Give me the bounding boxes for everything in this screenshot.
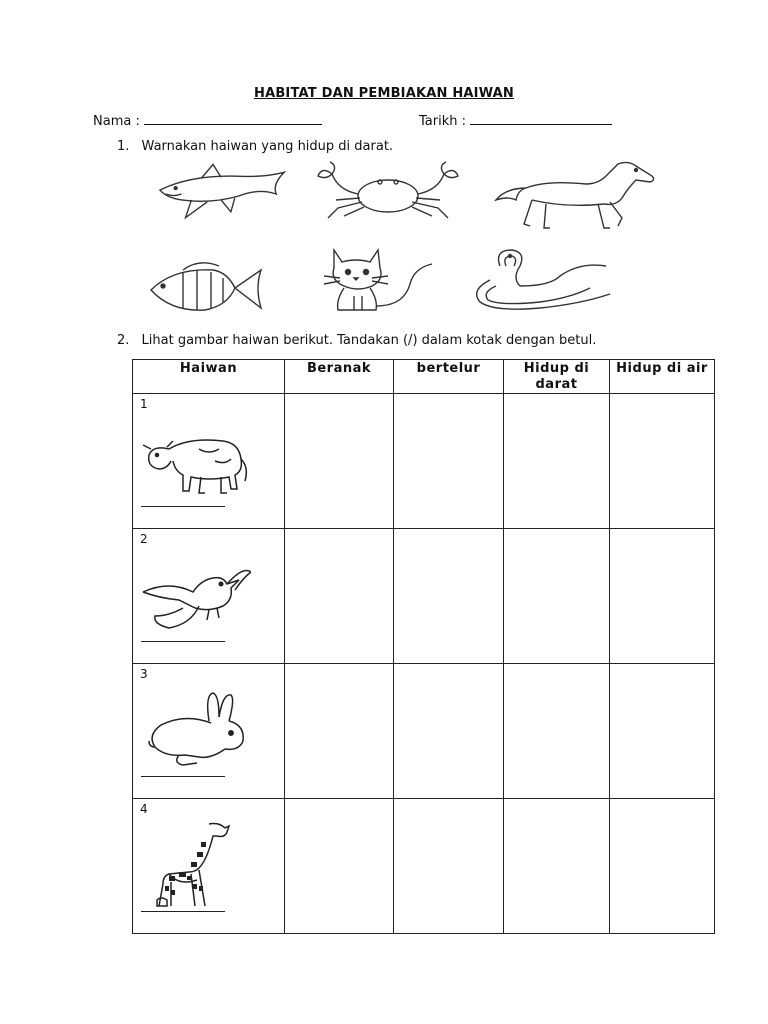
rabbit-icon <box>139 685 251 773</box>
question-text: Warnakan haiwan yang hidup di darat. <box>141 139 394 154</box>
answer-line[interactable] <box>141 504 225 507</box>
cow-icon <box>139 415 251 503</box>
question-1 <box>117 139 393 154</box>
checkbox-beranak[interactable] <box>285 394 394 529</box>
checkbox-hidup-di-darat[interactable] <box>504 394 610 529</box>
table-row <box>133 394 715 529</box>
row-number: 3 <box>140 667 148 681</box>
checkbox-bertelur[interactable] <box>394 799 504 934</box>
name-blank[interactable] <box>144 113 322 125</box>
date-row <box>419 113 612 129</box>
checkbox-hidup-di-air[interactable] <box>610 394 715 529</box>
horse-icon[interactable] <box>486 158 662 234</box>
answer-line[interactable] <box>141 909 225 912</box>
question-text: Lihat gambar haiwan berikut. Tandakan (/) dalam kotak dengan betul. <box>141 333 597 348</box>
name-row <box>93 113 322 129</box>
name-label: Nama : <box>93 114 140 129</box>
animal-cell <box>133 394 285 529</box>
animal-cell <box>133 799 285 934</box>
header-bertelur: bertelur <box>394 360 504 394</box>
cat-icon[interactable] <box>314 244 438 314</box>
table-header-row <box>133 360 715 394</box>
row-number: 2 <box>140 532 148 546</box>
question-number: 2. <box>117 333 130 348</box>
checkbox-beranak[interactable] <box>285 664 394 799</box>
worksheet-title: HABITAT DAN PEMBIAKAN HAIWAN <box>253 86 514 101</box>
checkbox-bertelur[interactable] <box>394 529 504 664</box>
checkbox-hidup-di-darat[interactable] <box>504 799 610 934</box>
checkbox-bertelur[interactable] <box>394 394 504 529</box>
bird-icon <box>139 550 251 638</box>
crab-icon[interactable] <box>308 160 468 222</box>
checkbox-beranak[interactable] <box>285 529 394 664</box>
table-row <box>133 529 715 664</box>
header-hidup-di-air: Hidup di air <box>610 360 715 394</box>
question-2 <box>117 333 596 348</box>
animal-cell <box>133 664 285 799</box>
checkbox-beranak[interactable] <box>285 799 394 934</box>
date-label: Tarikh : <box>419 114 466 129</box>
animal-cell <box>133 529 285 664</box>
fish-icon[interactable] <box>143 258 273 320</box>
header-haiwan: Haiwan <box>133 360 285 394</box>
header-hidup-di-darat: Hidup di darat <box>504 360 610 394</box>
snake-icon[interactable] <box>460 246 612 314</box>
checkbox-hidup-di-air[interactable] <box>610 529 715 664</box>
date-blank[interactable] <box>470 113 612 125</box>
answer-line[interactable] <box>141 639 225 642</box>
row-number: 1 <box>140 397 148 411</box>
answer-line[interactable] <box>141 774 225 777</box>
checkbox-hidup-di-air[interactable] <box>610 799 715 934</box>
giraffe-icon <box>139 820 251 908</box>
row-number: 4 <box>140 802 148 816</box>
checkbox-hidup-di-air[interactable] <box>610 664 715 799</box>
question-number: 1. <box>117 139 130 154</box>
table-row <box>133 799 715 934</box>
shark-icon[interactable] <box>152 160 290 232</box>
checkbox-bertelur[interactable] <box>394 664 504 799</box>
animal-table <box>132 359 715 934</box>
checkbox-hidup-di-darat[interactable] <box>504 664 610 799</box>
header-beranak: Beranak <box>285 360 394 394</box>
checkbox-hidup-di-darat[interactable] <box>504 529 610 664</box>
table-row <box>133 664 715 799</box>
